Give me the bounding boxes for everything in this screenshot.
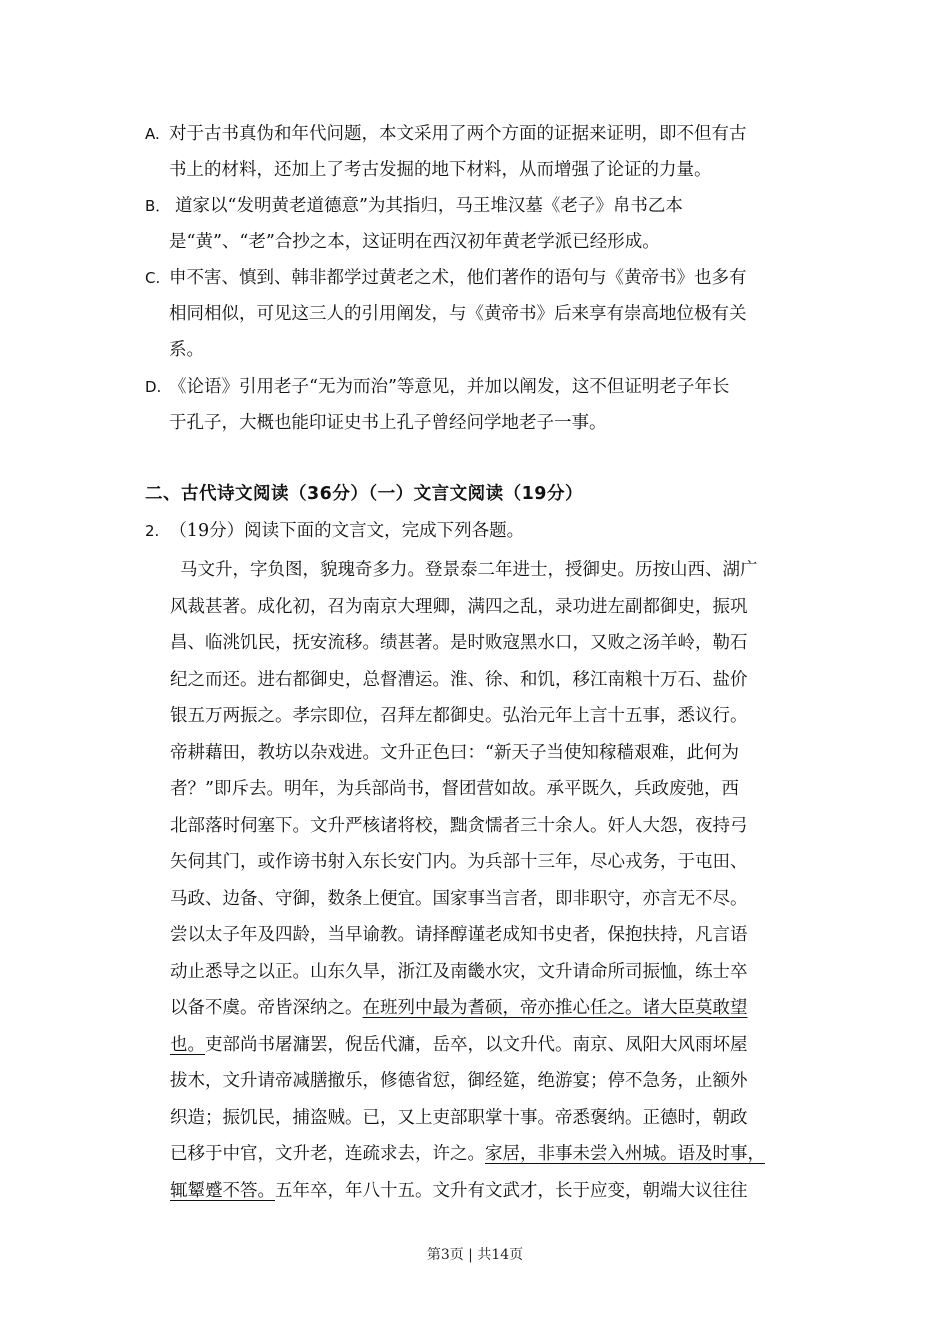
passage-line xyxy=(170,662,810,699)
passage-line xyxy=(170,954,810,991)
passage-text: 帝耕藉田，教坊以杂戏进。文升正色曰：“新天子当使知稼穑艰难，此何为 xyxy=(170,742,739,763)
passage-text: 尝以太子年及四龄，当早谕教。请择醇谨老成知书史者，保抱扶持，凡言语 xyxy=(170,925,748,945)
passage-text: 风裁甚著。成化初，召为南京大理卿，满四之乱，录功进左副都御史，振巩 xyxy=(170,596,748,617)
passage-text: 者？”即斥去。明年，为兵部尚书，督团营如故。承平既久，兵政废弛，西 xyxy=(170,779,739,799)
passage-text: 马政、边备、守御，数条上便宜。国家事当言者，即非职守，亦言无不尽。 xyxy=(170,888,748,909)
underlined-sentence: 辄颦蹙不答。 xyxy=(170,1180,275,1201)
option-text xyxy=(169,116,815,188)
underlined-sentence: 家居，非事未尝入州城。语及时事， xyxy=(485,1144,765,1164)
option-line: 申不害、慎到、韩非都学过黄老之术，他们著作的语句与《黄帝书》也多有 xyxy=(169,268,747,288)
passage-text: 已移于中官，文升老，连疏求去，许之。 xyxy=(170,1144,485,1164)
question-number: 2. xyxy=(145,522,160,540)
question-prompt: （19分）阅读下面的文言文，完成下列各题。 xyxy=(169,521,525,541)
passage-line xyxy=(170,589,810,626)
passage-line xyxy=(170,990,810,1027)
option-d xyxy=(145,369,815,441)
option-label: C. xyxy=(145,269,161,287)
passage-text: 纪之而还。进右都御史，总督漕运。淮、徐、和饥，移江南粮十万石、盐价 xyxy=(170,669,748,690)
passage-text: 银五万两振之。孝宗即位，召拜左都御史。弘治元年上言十五事，悉议行。 xyxy=(170,706,748,726)
underlined-sentence: 也。 xyxy=(170,1034,205,1055)
passage-line xyxy=(170,1173,810,1210)
passage-text: 矢伺其门，或作谤书射入东长安门内。为兵部十三年，尽心戎务，于屯田、 xyxy=(170,852,748,872)
passage-text: 吏部尚书屠滽罢，倪岳代滽，岳卒，以文升代。南京、凤阳大风雨坏屋 xyxy=(205,1034,748,1055)
option-a xyxy=(145,116,815,188)
passage-line xyxy=(170,771,810,808)
section-title: 二、古代诗文阅读（36分）（一）文言文阅读（19分） xyxy=(145,484,583,504)
option-line: 相同相似，可见这三人的引用阐发，与《黄帝书》后来享有崇高地位极有关 xyxy=(169,304,747,324)
option-line: 对于古书真伪和年代问题，本文采用了两个方面的证据来证明，即不但有古 xyxy=(169,124,747,144)
passage-line xyxy=(170,552,810,589)
classical-passage xyxy=(170,552,810,1209)
option-b xyxy=(145,188,815,260)
option-line: 于孔子，大概也能印证史书上孔子曾经问学地老子一事。 xyxy=(169,413,607,433)
passage-text: 织造；振饥民，捕盗贼。已，又上吏部职掌十事。帝悉褒纳。正德时，朝政 xyxy=(170,1107,748,1128)
passage-line xyxy=(170,625,810,662)
option-line: 系。 xyxy=(169,340,204,360)
option-text xyxy=(169,188,815,260)
option-text xyxy=(169,260,815,368)
option-text xyxy=(169,369,815,441)
passage-text: 北部落时伺塞下。文升严核诸将校，黜贪懦者三十余人。奸人大怨，夜持弓 xyxy=(170,815,748,836)
underlined-sentence: 在班列中最为耆硕，帝亦推心任之。诸大臣莫敢望 xyxy=(362,998,748,1018)
option-line: 是“黄”、“老”合抄之本，这证明在西汉初年黄老学派已经形成。 xyxy=(169,232,660,252)
option-line: 《论语》引用老子“无为而治”等意见，并加以阐发，这不但证明老子年长 xyxy=(169,377,730,397)
passage-line xyxy=(170,1136,810,1173)
passage-text: 昌、临洮饥民，抚安流移。绩甚著。是时败寇黑水口，又败之汤羊岭，勒石 xyxy=(170,633,748,653)
passage-line xyxy=(170,735,810,772)
passage-line xyxy=(170,917,810,954)
passage-line xyxy=(170,1027,810,1064)
option-c xyxy=(145,260,815,368)
passage-text: 以备不虞。帝皆深纳之。 xyxy=(170,998,363,1018)
passage-line xyxy=(170,881,810,918)
passage-line xyxy=(170,1100,810,1137)
option-label: B． xyxy=(145,197,171,215)
question-2 xyxy=(145,517,524,545)
option-label: A. xyxy=(145,125,160,143)
option-line: 道家以“发明黄老道德意”为其指归，马王堆汉墓《老子》帛书乙本 xyxy=(175,196,683,216)
passage-line xyxy=(170,1063,810,1100)
option-label: D. xyxy=(145,378,162,396)
passage-line xyxy=(170,808,810,845)
passage-text: 马文升，字负图，貌瑰奇多力。登景泰二年进士，授御史。历按山西、湖广 xyxy=(180,560,758,580)
passage-line xyxy=(170,698,810,735)
passage-text: 动止悉导之以正。山东久旱，浙江及南畿水灾，文升请命所司振恤，练士卒 xyxy=(170,961,748,982)
passage-line xyxy=(170,844,810,881)
passage-text: 五年卒，年八十五。文升有文武才，长于应变，朝端大议往往 xyxy=(275,1180,748,1201)
passage-text: 拔木，文升请帝减膳撤乐，修德省愆，御经筵，绝游宴；停不急务，止额外 xyxy=(170,1071,748,1091)
option-line: 书上的材料，还加上了考古发掘的地下材料，从而增强了论证的力量。 xyxy=(169,160,712,180)
page-footer: 第3页 | 共14页 xyxy=(426,1247,524,1263)
